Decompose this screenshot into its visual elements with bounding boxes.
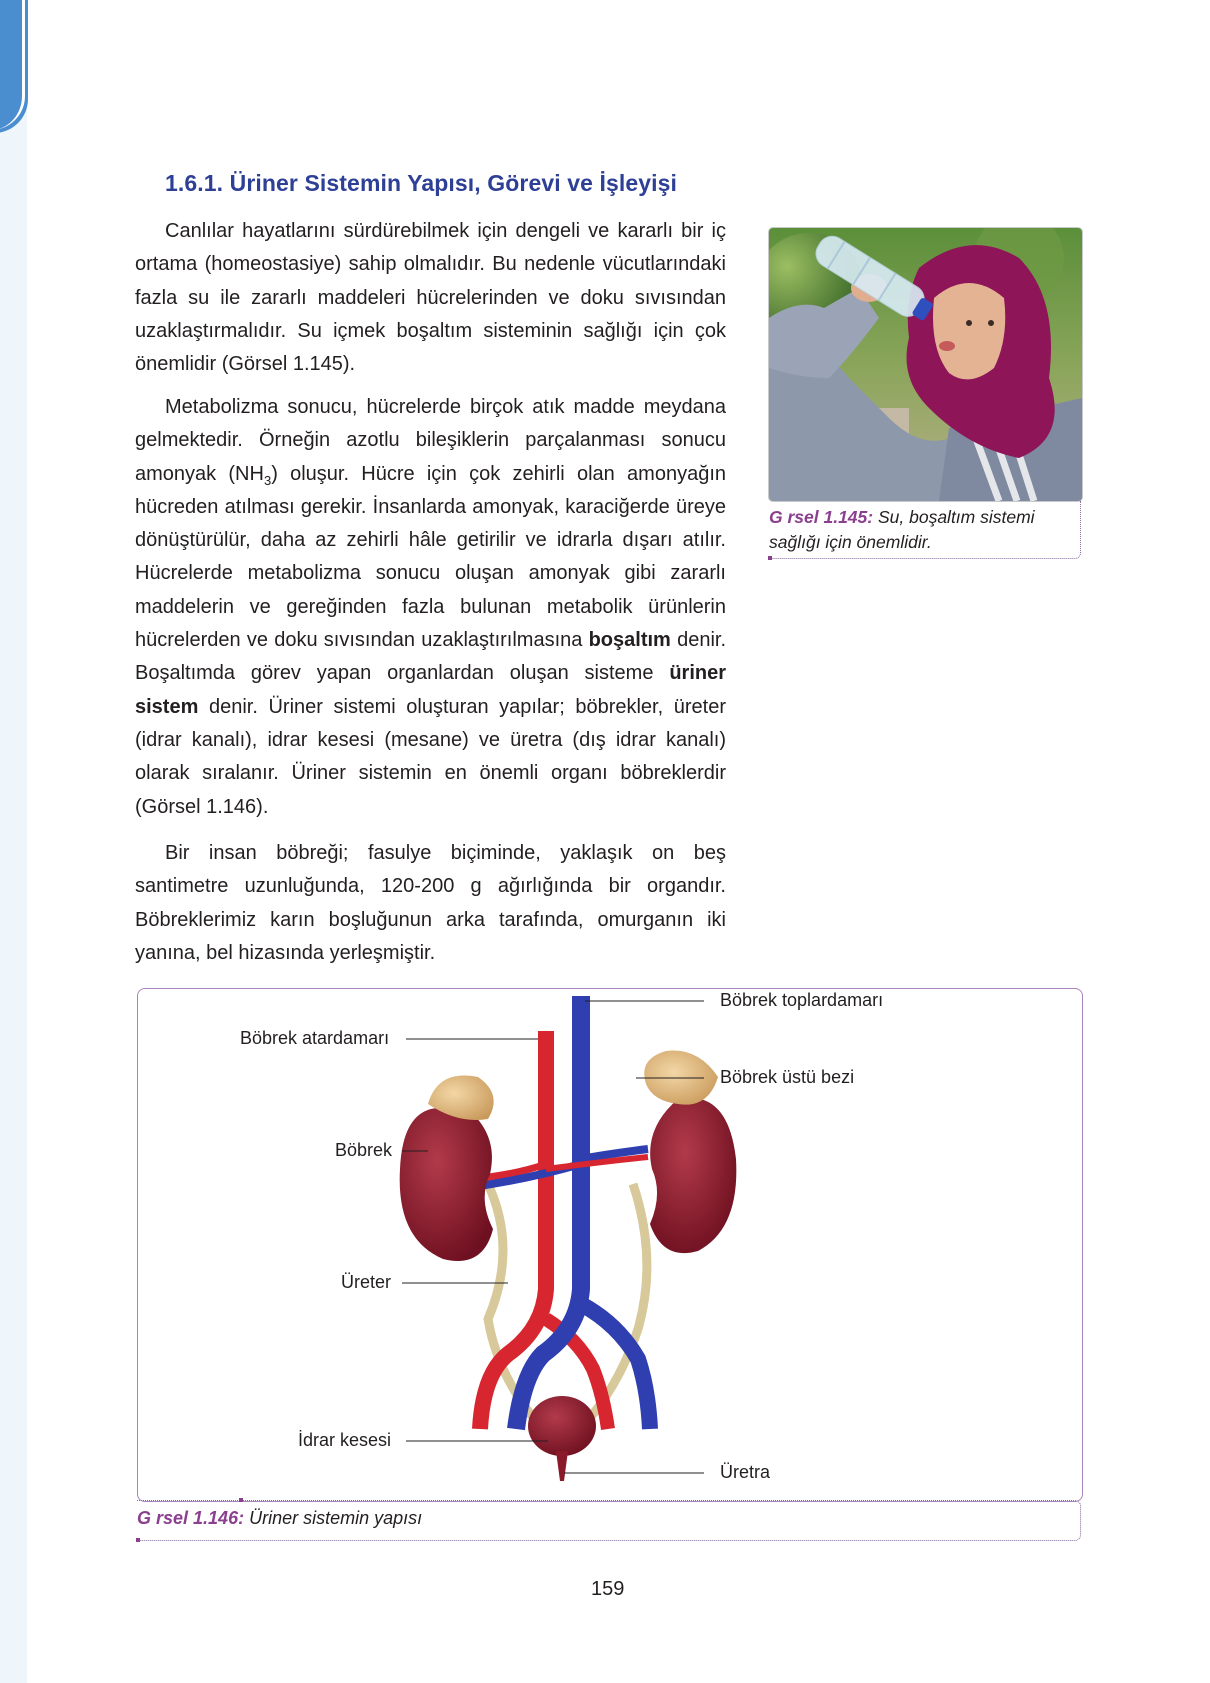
page-margin-strip	[0, 0, 27, 1683]
page-number: 159	[591, 1578, 625, 1600]
label-adrenal-gland: Böbrek üstü bezi	[720, 1067, 855, 1087]
figure-1145-caption	[769, 505, 1069, 555]
section-title: 1.6.1. Üriner Sistemin Yapısı, Görevi ve İşleyişi	[165, 170, 678, 196]
paragraph-homeostasis: Canlılar hayatlarını sürdürebilmek için dengeli ve kararlı bir iç ortama (homeostasiye) sahip olmalıdır. Bu nedenle vücutlarındaki fazla su ile zararlı maddeleri hücrelerinden ve doku sıvısından uzaklaştırmalıdır. Su içmek boşaltım sisteminin sağlığı için çok önemlidir (Görsel 1.145).	[135, 220, 726, 376]
label-urethra: Üretra	[720, 1462, 771, 1482]
urinary-system-diagram	[137, 988, 1083, 1502]
figure-1146-label: G rsel 1.146:	[137, 1508, 245, 1528]
drinking-water-photo	[768, 227, 1083, 502]
kidney-left	[400, 1108, 493, 1261]
figure-1145-text: Su, boşaltım sistemi sağlığı için önemlidir.	[769, 507, 1035, 552]
label-renal-artery: Böbrek atardamarı	[240, 1028, 390, 1048]
label-renal-vein: Böbrek toplardamarı	[720, 990, 884, 1010]
paragraph-kidney: Bir insan böbreği; fasulye biçiminde, yaklaşık on beş santimetre uzunluğunda, 120-200 g ağırlığında bir organdır. Böbreklerimiz karın boşluğunun arka tarafında, omurganın iki yanına, bel hizasında yerleşmiştir.	[135, 842, 726, 964]
bladder	[528, 1396, 596, 1456]
urethra	[556, 1451, 568, 1481]
paragraph-excretion: Metabolizma sonucu, hücrelerde birçok atık madde meydana gelmektedir. Örneğin azotlu bileşiklerin parçalanması sonucu amonyak $(NH_3)$ oluşur. Hücre için çok zehirli olan amonyağın hücreden atılması gerekir. İnsanlarda amonyak, karaciğerde üreye dönüştürülür, daha az zehirli hâle getirilir ve idrarla dışarı atılır. Hücrelerde metabolizma sonucu oluşan amonyak gibi zararlı maddelerin ve gereğinden fazla bulunan metabolik ürünlerin hücrelerden ve doku sıvısından uzaklaştırılmasına boşaltım denir. Boşaltımda görev yapan organlardan oluşan sisteme üriner sistem denir. Üriner sistemi oluşturan yapılar; böbrekler, üreter (idrar kanalı), idrar kesesi (mesane) ve üretra (dış idrar kanalı) olarak sıralanır. Üriner sistemin en önemli organı böbreklerdir (Görsel 1.146).	[135, 396, 726, 818]
label-ureter: Üreter	[341, 1272, 392, 1292]
label-kidney: Böbrek	[335, 1140, 393, 1160]
figure-1146-caption	[137, 1508, 422, 1529]
figure-1145-label: G rsel 1.145:	[769, 507, 874, 527]
kidney-right	[650, 1098, 736, 1253]
chapter-corner-tab	[0, 0, 25, 130]
figure-1146-text: Üriner sistemin yapısı	[249, 1508, 423, 1528]
label-bladder: İdrar kesesi	[298, 1430, 392, 1450]
